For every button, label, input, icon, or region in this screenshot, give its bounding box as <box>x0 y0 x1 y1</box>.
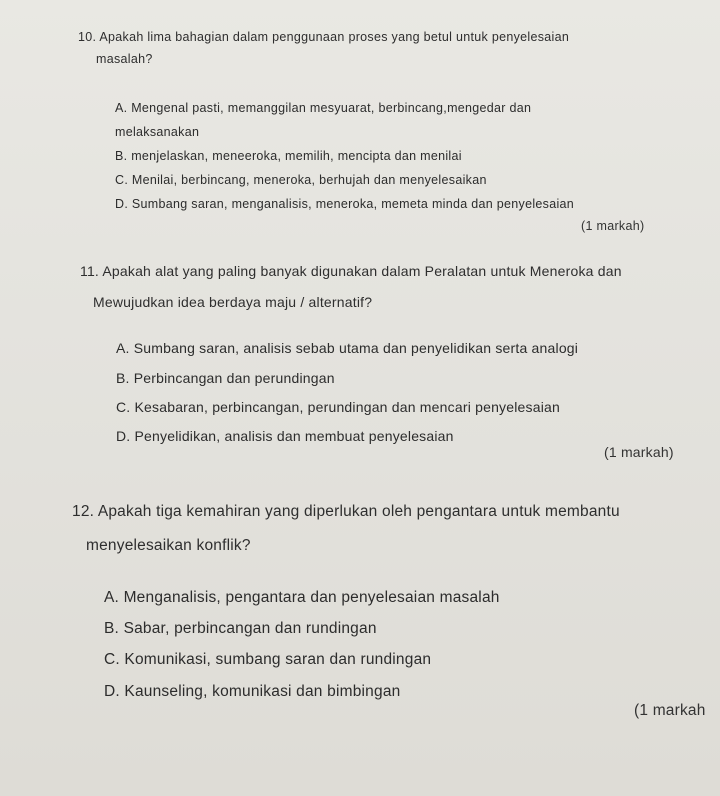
option-text: Menilai, berbincang, meneroka, berhujah dan menyelesaikan <box>131 173 487 187</box>
question-12-stem-line1 <box>72 503 620 521</box>
question-text: Apakah lima bahagian dalam penggunaan proses yang betul untuk penyelesaian <box>99 30 570 44</box>
option-text: Perbincangan dan perundingan <box>133 370 335 386</box>
question-number: 11. <box>80 263 100 279</box>
question-12-stem-line2: menyelesaikan konflik? <box>86 537 251 554</box>
question-text: Apakah alat yang paling banyak digunakan dalam Peralatan untuk Meneroka dan <box>102 263 622 279</box>
question-10-stem-line2: masalah? <box>96 52 153 66</box>
option-label: C. <box>116 399 131 415</box>
question-12-option-b <box>104 620 377 638</box>
question-12-option-a <box>104 589 500 607</box>
question-11-stem-line2: Mewujudkan idea berdaya maju / alternatif? <box>93 294 373 310</box>
question-10-option-d <box>115 197 574 211</box>
option-label: A. <box>116 340 130 356</box>
option-text: Sabar, perbincangan dan rundingan <box>123 620 377 637</box>
question-10-option-c <box>115 173 487 187</box>
question-10-option-b <box>115 149 462 163</box>
question-10-stem-line1 <box>78 30 569 44</box>
option-text: Menganalisis, pengantara dan penyelesaian masalah <box>123 589 500 606</box>
option-text: Sumbang saran, menganalisis, meneroka, memeta minda dan penyelesaian <box>131 197 575 211</box>
question-text: Apakah tiga kemahiran yang diperlukan oleh pengantara untuk membantu <box>97 503 620 520</box>
question-10-marks: (1 markah) <box>581 219 645 233</box>
option-text: Kesabaran, perbincangan, perundingan dan mencari penyelesaian <box>134 399 561 415</box>
option-text: Sumbang saran, analisis sebab utama dan penyelidikan serta analogi <box>133 340 579 356</box>
question-11-option-c <box>116 399 560 415</box>
option-label: C. <box>104 651 120 668</box>
question-number: 12. <box>72 503 95 520</box>
question-12-option-c <box>104 651 431 669</box>
question-11-option-a <box>116 340 578 356</box>
option-text: Kaunseling, komunikasi dan bimbingan <box>124 683 401 700</box>
option-text: menjelaskan, meneeroka, memilih, mencipta dan menilai <box>131 149 462 163</box>
option-label: C. <box>115 173 129 187</box>
option-text: Mengenal pasti, memanggilan mesyuarat, berbincang,mengedar dan <box>131 101 532 115</box>
option-label: A. <box>115 101 128 115</box>
option-label: B. <box>116 370 130 386</box>
option-label: D. <box>104 683 120 700</box>
option-label: B. <box>115 149 128 163</box>
option-label: D. <box>115 197 129 211</box>
option-label: D. <box>116 428 131 444</box>
question-12-option-d <box>104 683 400 701</box>
option-label: B. <box>104 620 120 637</box>
question-11-option-b <box>116 370 335 386</box>
option-text: Penyelidikan, analisis dan membuat penyelesaian <box>134 428 454 444</box>
question-11-stem-line1 <box>80 263 622 279</box>
question-10-option-a <box>115 101 531 115</box>
option-text: Komunikasi, sumbang saran dan rundingan <box>124 651 432 668</box>
question-number: 10. <box>78 30 97 44</box>
option-label: A. <box>104 589 120 606</box>
question-11-option-d <box>116 428 454 444</box>
question-11-marks: (1 markah) <box>604 444 674 460</box>
question-10-option-a-line2: melaksanakan <box>115 125 200 139</box>
question-12-marks: (1 markah <box>634 702 706 719</box>
